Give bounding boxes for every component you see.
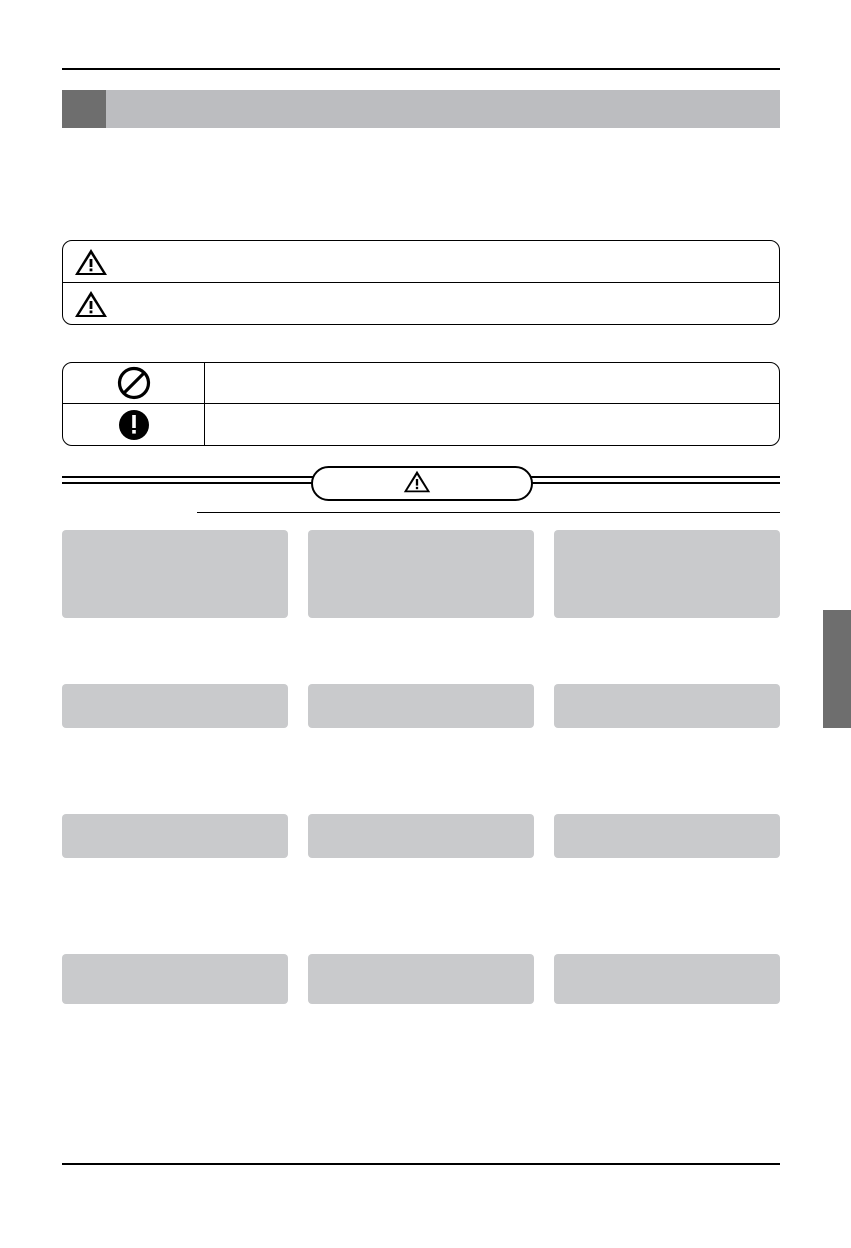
warning-item <box>554 684 780 734</box>
illustration-placeholder <box>308 530 534 618</box>
warning-banner <box>62 466 780 502</box>
warning-item <box>554 814 780 864</box>
illustration-placeholder <box>62 684 288 728</box>
warning-grid-row <box>62 814 780 864</box>
definition-row-caution <box>63 283 779 325</box>
footer-divider <box>62 1163 780 1165</box>
section-number-block <box>62 90 106 128</box>
prohibition-circle-icon <box>63 363 205 403</box>
mandatory-exclamation-icon <box>63 404 205 445</box>
illustration-placeholder <box>308 814 534 858</box>
warning-item <box>308 814 534 864</box>
warning-grid-row <box>62 530 780 624</box>
warning-grid <box>62 530 780 1020</box>
warning-triangle-icon <box>403 469 431 499</box>
symbol-legend-box <box>62 362 780 446</box>
warning-item <box>308 954 534 1010</box>
warning-item <box>62 814 288 864</box>
illustration-placeholder <box>554 530 780 618</box>
symbol-row-prohibition <box>63 363 779 404</box>
header-divider <box>62 68 780 70</box>
warning-item <box>62 684 288 734</box>
warning-item <box>62 954 288 1010</box>
section-title-bar <box>62 90 780 128</box>
illustration-placeholder <box>62 814 288 858</box>
warning-triangle-icon <box>63 247 119 277</box>
section-title <box>106 90 780 128</box>
banner-sub-divider <box>197 512 780 513</box>
illustration-placeholder <box>554 814 780 858</box>
warning-item <box>554 530 780 624</box>
illustration-placeholder <box>62 954 288 1004</box>
warning-grid-row <box>62 954 780 1010</box>
warning-item <box>308 530 534 624</box>
illustration-placeholder <box>62 530 288 618</box>
symbol-row-mandatory <box>63 404 779 445</box>
illustration-placeholder <box>554 684 780 728</box>
illustration-placeholder <box>308 954 534 1004</box>
caution-triangle-icon <box>63 289 119 319</box>
safety-definition-box <box>62 240 780 325</box>
warning-item <box>62 530 288 624</box>
banner-pill <box>311 466 533 501</box>
illustration-placeholder <box>554 954 780 1004</box>
warning-item <box>308 684 534 734</box>
definition-row-warning <box>63 241 779 283</box>
warning-grid-row <box>62 684 780 734</box>
warning-item <box>554 954 780 1010</box>
page-side-tab <box>823 610 851 728</box>
illustration-placeholder <box>308 684 534 728</box>
